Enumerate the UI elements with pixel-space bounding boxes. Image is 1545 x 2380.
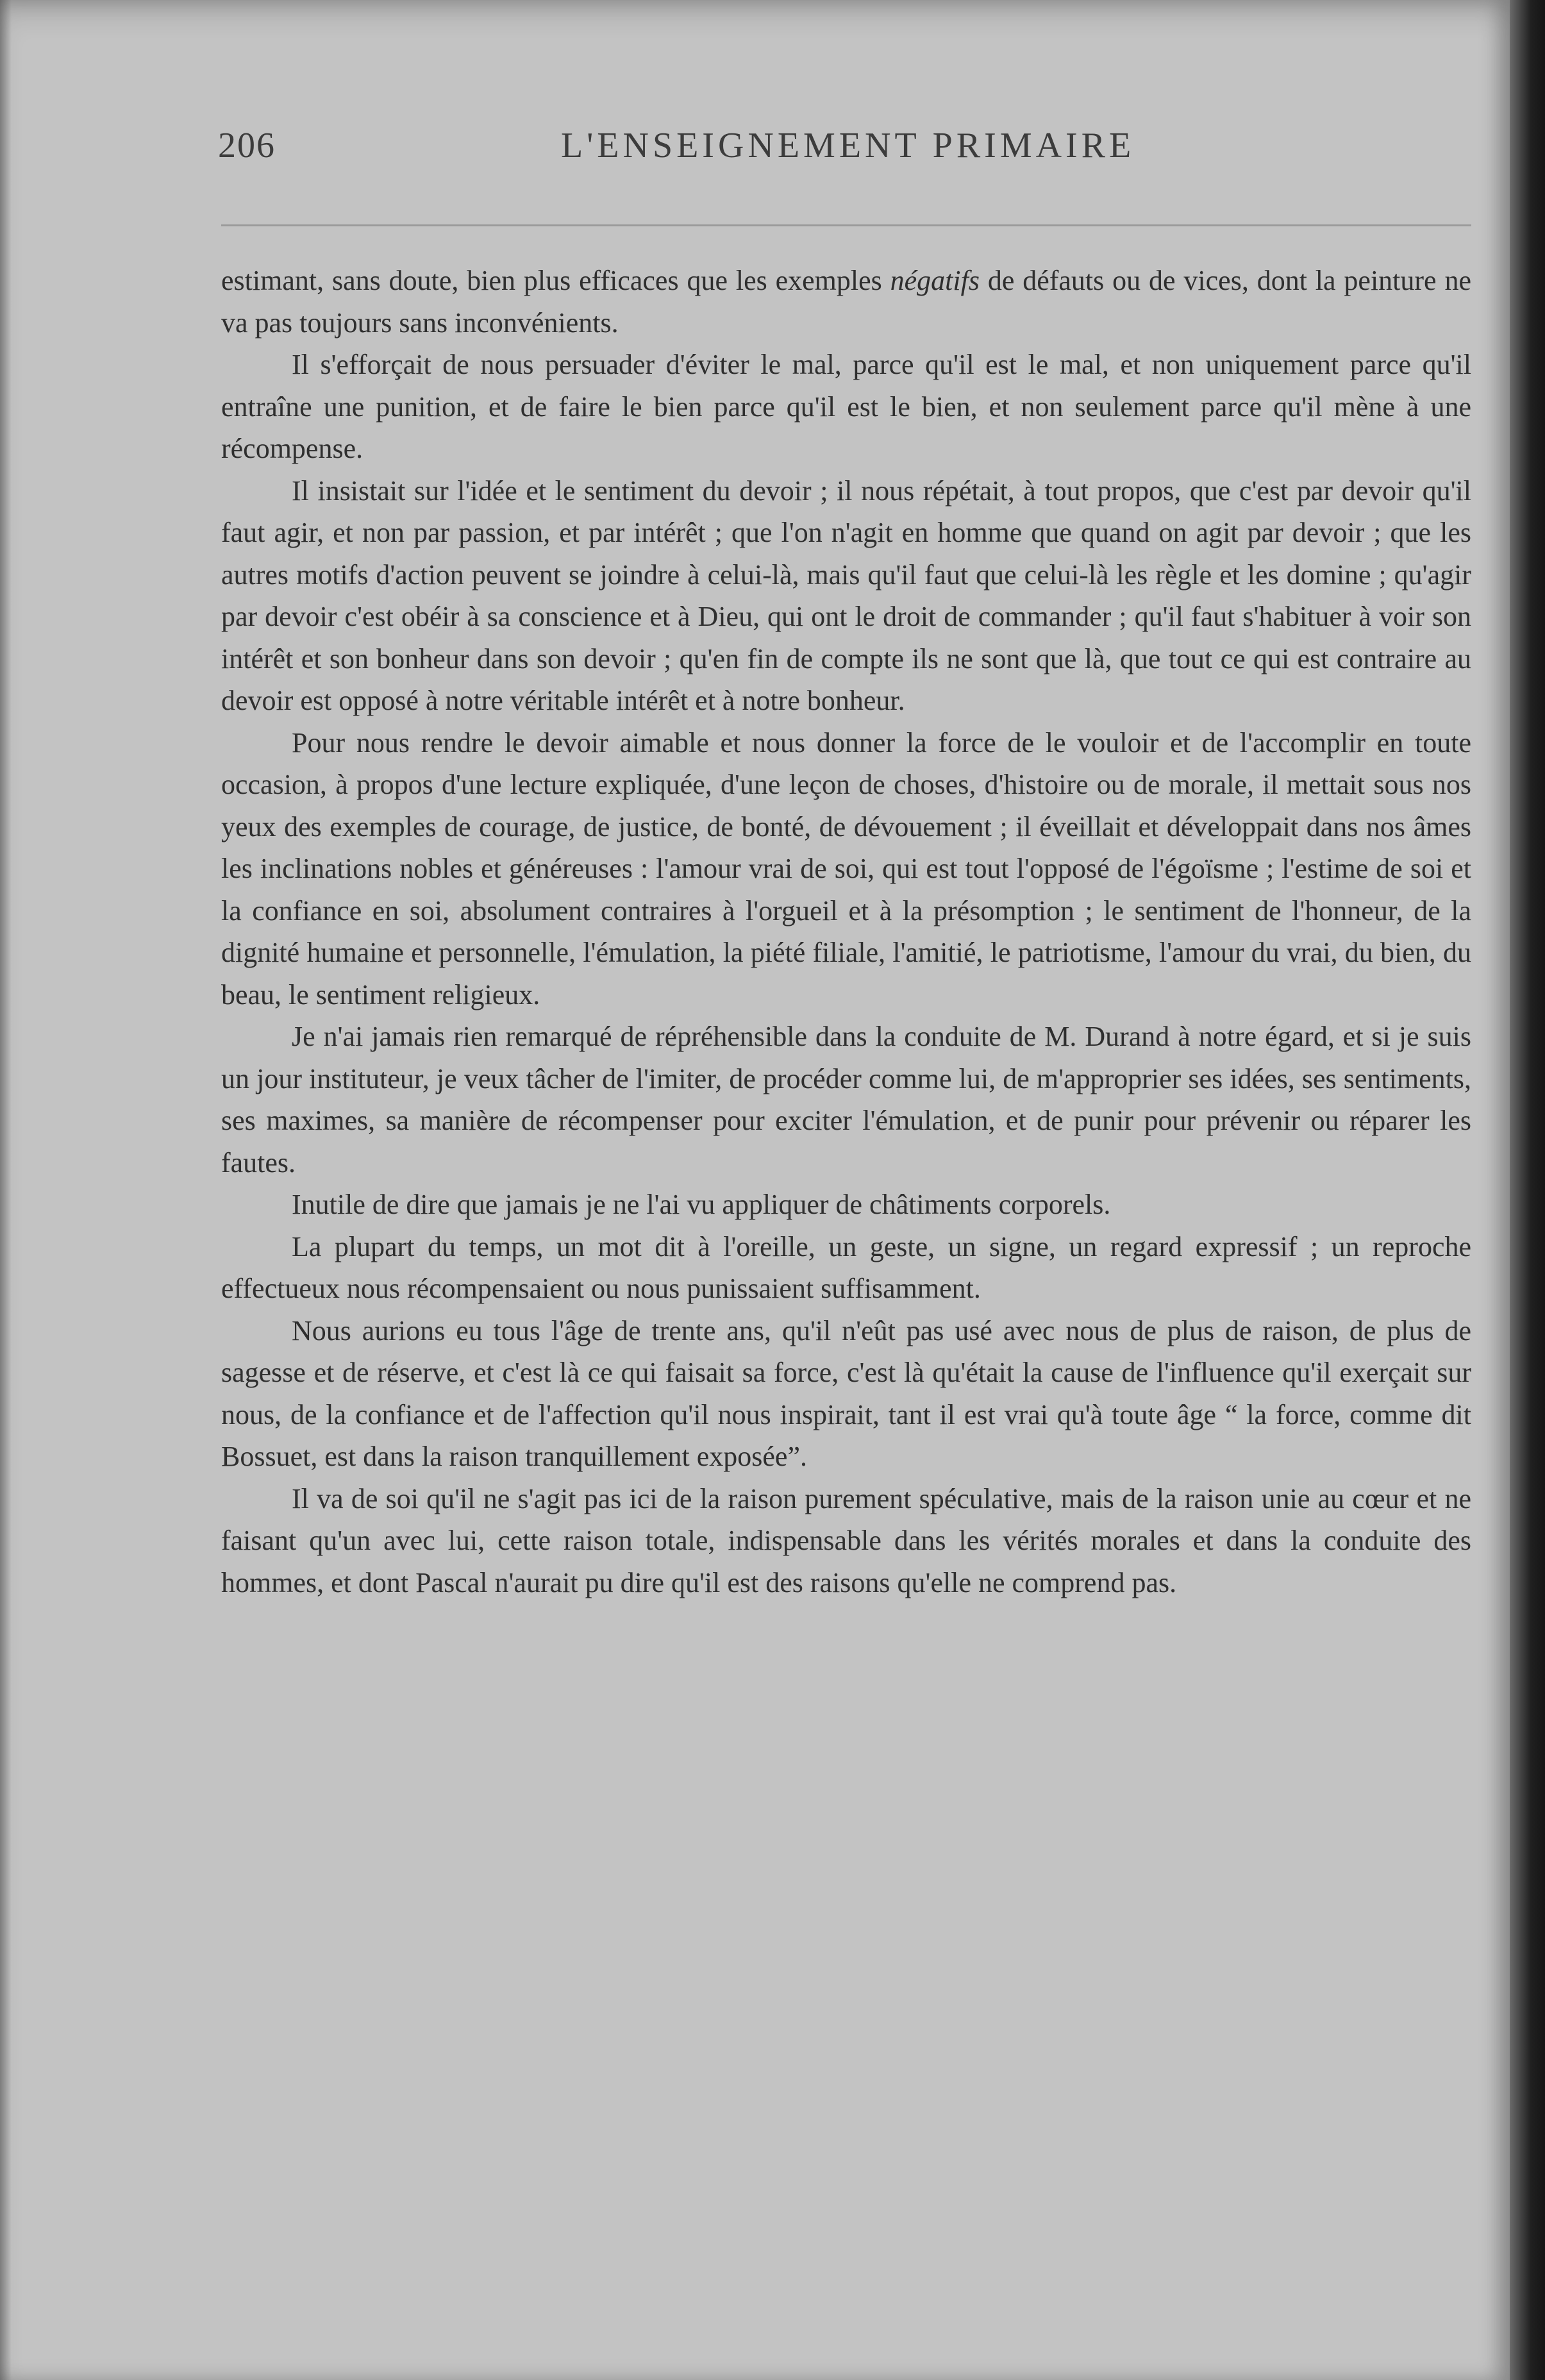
paragraph-1-italic: négatifs [890, 265, 980, 296]
paragraph-9: Il va de soi qu'il ne s'agit pas ici de la raison purement spéculative, mais de la raison unie au cœur et ne faisant qu'un avec lui, cette raison totale, indispensable dans les vérités morales et dans la conduite des hommes, et dont Pascal n'aurait pu dire qu'il est des raisons qu'elle ne comprend pas. [221, 1482, 1471, 1598]
page-header [218, 125, 1154, 176]
paragraph-1-text-b: de défauts ou de vices, dont la peinture ne va pas toujours sans inconvénients. [221, 265, 1471, 339]
paragraph-1 [221, 260, 1471, 344]
paragraph-2: Il s'efforçait de nous persuader d'éviter le mal, parce qu'il est le mal, et non uniquement parce qu'il entraîne une punition, et de faire le bien parce qu'il est le bien, et non seulement parce qu'il mène à une récompense. [221, 349, 1471, 464]
page-left-shadow [0, 0, 12, 2380]
page-right-edge [1510, 0, 1545, 2380]
paragraph-6: Inutile de dire que jamais je ne l'ai vu appliquer de châtiments corporels. [292, 1189, 1111, 1220]
paragraph-8: Nous aurions eu tous l'âge de trente ans, qu'il n'eût pas usé avec nous de plus de raison, de plus de sagesse et de réserve, et c'est là ce qui faisait sa force, c'est là qu'était la cause de l'influence qu'il exerçait sur nous, de la confiance et de l'affection qu'il nous inspirait, tant il est vrai qu'à toute âge “ la force, comme dit Bossuet, est dans la raison tranquillement exposée”. [221, 1314, 1471, 1472]
running-title: L'ENSEIGNEMENT PRIMAIRE [561, 126, 1135, 165]
paragraph-5: Je n'ai jamais rien remarqué de répréhensible dans la conduite de M. Durand à notre égard, et si je suis un jour instituteur, je veux tâcher de l'imiter, de procéder comme lui, de m'approprier ses idées, ses sentiments, ses maximes, sa manière de récompenser pour exciter l'émulation, et de punir pour prévenir ou réparer les fautes. [221, 1021, 1471, 1178]
paragraph-1-text-a: estimant, sans doute, bien plus efficaces que les exemples [221, 265, 890, 296]
paragraph-3: Il insistait sur l'idée et le sentiment du devoir ; il nous répétait, à tout propos, que c'est par devoir qu'il faut agir, et non par passion, et par intérêt ; que l'on n'agit en homme que quand on agit par devoir ; que les autres motifs d'action peuvent se joindre à celui-là, mais qu'il faut que celui-là les règle et les domine ; qu'agir par devoir c'est obéir à sa conscience et à Dieu, qui ont le droit de commander ; qu'il faut s'habituer à voir son intérêt et son bonheur dans son devoir ; qu'en fin de compte ils ne sont que là, que tout ce qui est contraire au devoir est opposé à notre véritable intérêt et à notre bonheur. [221, 474, 1471, 716]
body-text [221, 260, 1471, 1604]
paragraph-7: La plupart du temps, un mot dit à l'oreille, un geste, un signe, un regard expressif ; un reproche effectueux nous récompensaient ou nous punissaient suffisamment. [221, 1230, 1471, 1304]
page-number: 206 [218, 126, 276, 165]
header-rule [221, 224, 1471, 226]
paragraph-4: Pour nous rendre le devoir aimable et nous donner la force de le vouloir et de l'accomplir en toute occasion, à propos d'une lecture expliquée, d'une leçon de choses, d'histoire ou de morale, il mettait sous nos yeux des exemples de courage, de justice, de bonté, de dévouement ; il éveillait et développait dans nos âmes les inclinations nobles et généreuses : l'amour vrai de soi, qui est tout l'opposé de l'égoïsme ; l'estime de soi et la confiance en soi, absolument contraires à l'orgueil et à la présomption ; le sentiment de l'honneur, de la dignité humaine et personnelle, l'émulation, la piété filiale, l'amitié, le patriotisme, l'amour du vrai, du bien, du beau, le sentiment religieux. [221, 726, 1471, 1010]
